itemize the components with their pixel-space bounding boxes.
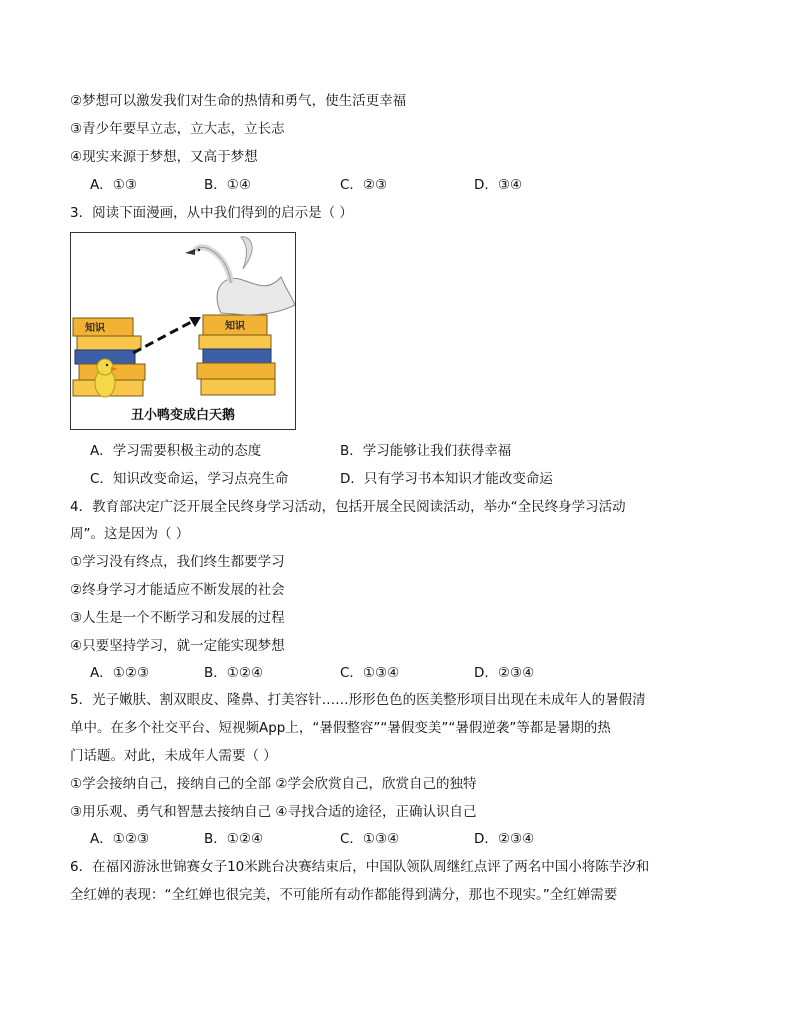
left-book-label: 知识 — [85, 323, 105, 334]
q5-stem-line-1: 5．光子嫩肤、割双眼皮、隆鼻、打美容针……形形色色的医美整形项目出现在未成年人的暑假清 — [70, 692, 646, 708]
q3-option-d[interactable]: D．只有学习书本知识才能改变命运 — [340, 471, 553, 487]
q5-statements-1-2: ①学会接纳自己，接纳自己的全部 ②学会欣赏自己，欣赏自己的独特 — [70, 776, 477, 792]
q4-option-c[interactable]: C．①③④ — [340, 665, 400, 681]
q4-statement-4: ④只要坚持学习，就一定能实现梦想 — [70, 638, 285, 654]
dashed-arrow-icon — [133, 317, 201, 353]
q5-option-a[interactable]: A．①②③ — [90, 831, 150, 847]
q4-option-d[interactable]: D．②③④ — [474, 665, 535, 681]
q2-option-c[interactable]: C．②③ — [340, 177, 388, 193]
q4-statement-2: ②终身学习才能适应不断发展的社会 — [70, 582, 285, 598]
q6-stem-line-2: 全红婵的表现：“全红婵也很完美，不可能所有动作都能得到满分，那也不现实。”全红婵需要 — [70, 887, 618, 903]
q2-option-d[interactable]: D．③④ — [474, 177, 523, 193]
q2-statement-3: ③青少年要早立志，立大志，立长志 — [70, 121, 285, 137]
q4-option-b[interactable]: B．①②④ — [204, 665, 264, 681]
right-book-label: 知识 — [225, 321, 245, 332]
swan-icon — [185, 237, 295, 315]
q3-option-c[interactable]: C．知识改变命运，学习点亮生命 — [90, 471, 289, 487]
q4-statement-1: ①学习没有终点，我们终生都要学习 — [70, 554, 285, 570]
q2-option-b[interactable]: B．①④ — [204, 177, 251, 193]
right-book-stack — [197, 315, 275, 395]
cartoon-figure — [70, 232, 296, 430]
q5-option-b[interactable]: B．①②④ — [204, 831, 264, 847]
q5-statements-3-4: ③用乐观、勇气和智慧去接纳自己 ④寻找合适的途径，正确认识自己 — [70, 804, 477, 820]
cartoon-caption: 丑小鸭变成白天鹅 — [130, 408, 235, 423]
q5-option-d[interactable]: D．②③④ — [474, 831, 535, 847]
q4-statement-3: ③人生是一个不断学习和发展的过程 — [70, 610, 285, 626]
q2-statement-2: ②梦想可以激发我们对生命的热情和勇气，使生活更幸福 — [70, 93, 407, 109]
q4-option-a[interactable]: A．①②③ — [90, 665, 150, 681]
q4-stem-line-1: 4．教育部决定广泛开展全民终身学习活动，包括开展全民阅读活动，举办“全民终身学习活动 — [70, 499, 626, 515]
q6-stem-line-1: 6．在福冈游泳世锦赛女子10米跳台决赛结束后，中国队领队周继红点评了两名中国小将陈芋汐和 — [70, 859, 650, 875]
q5-stem-line-2: 单中。在多个社交平台、短视频App上，“暑假整容”“暑假变美”“暑假逆袭”等都是暑期的热 — [70, 720, 611, 736]
q5-stem-line-3: 门话题。对此，未成年人需要（ ） — [70, 748, 277, 764]
q2-statement-4: ④现实来源于梦想，又高于梦想 — [70, 149, 258, 165]
q3-stem: 3．阅读下面漫画，从中我们得到的启示是（ ） — [70, 205, 353, 221]
q3-option-b[interactable]: B．学习能够让我们获得幸福 — [340, 443, 512, 459]
cartoon-illustration — [71, 233, 296, 430]
q5-option-c[interactable]: C．①③④ — [340, 831, 400, 847]
q2-option-a[interactable]: A．①③ — [90, 177, 137, 193]
q3-option-a[interactable]: A．学习需要积极主动的态度 — [90, 443, 262, 459]
q4-stem-line-2: 周”。这是因为（ ） — [70, 526, 190, 542]
